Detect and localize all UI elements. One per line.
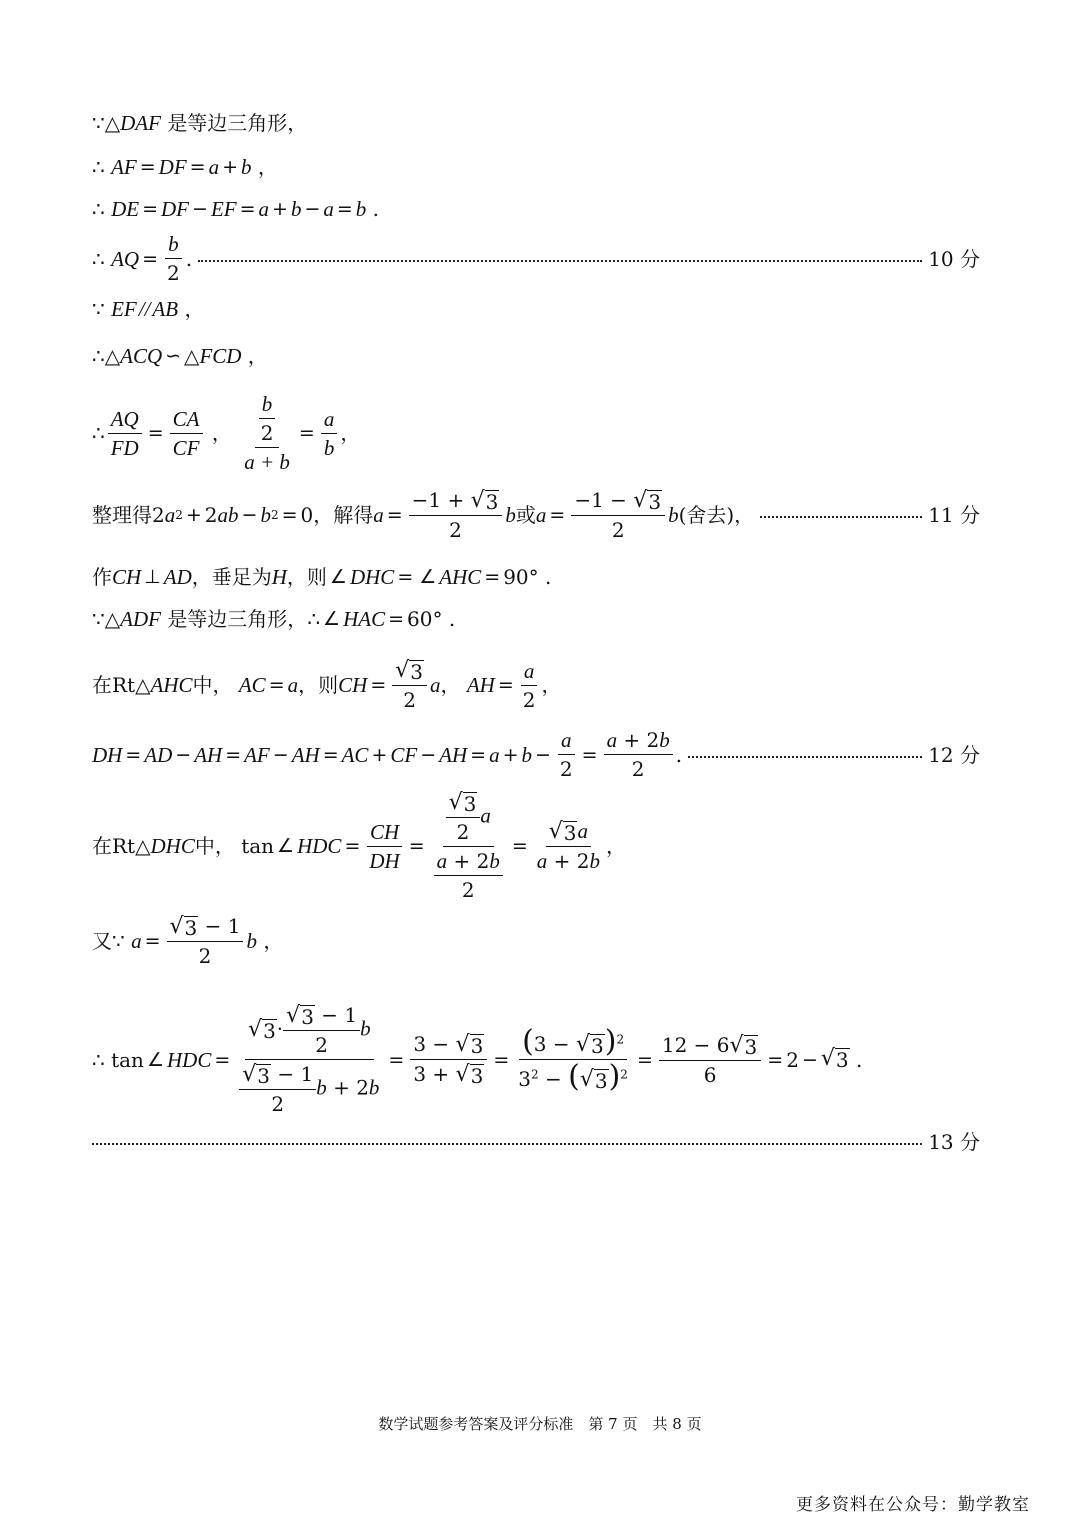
since-symbol: ∵ [92, 111, 105, 135]
watermark: 更多资料在公众号：勤学教室 [796, 1495, 1030, 1515]
triangle-symbol: △ [104, 111, 121, 135]
step-tan-result: ∴ tan ∠ HDC = √ 3 · √ 3 − 1 2 b √ 3 − 1 2 b + 2b = 3 − √ 3 3 + √ 3 = (3 − √ 3 )$^2$ $3^2$ − ( √ 3 )$^2$ = 12 − 6 √ 3 6 = 2 − √ 3 . [92, 1003, 863, 1116]
score-11: 11 分 [928, 503, 980, 527]
step-rt-dhc: 在 Rt △ DHC 中， tan ∠ HDC = $\frac{CH}{DH}$ = √ 3 2 a $\frac{a + 2b}{2}$ = √ 3 a a + 2b ， [92, 790, 626, 902]
step-daf-equilateral: ∵ △ DAF 是等边三角形， [92, 111, 308, 135]
step-rt-ahc: 在 Rt △ AHC 中， AC = a ，则 CH = √ 3 2 a ， AH = $\frac{a}{2}$ ， [92, 658, 562, 712]
fraction-b-over-2: $\frac{b}{2}$ [167, 232, 180, 285]
step-angle-60: ∵ △ ADF 是等边三角形， ∴ ∠ HAC = 60° . [92, 607, 456, 631]
step-ef-parallel: ∵ EF // AB ， [92, 297, 205, 321]
step-perpendicular: 作 CH ⊥ AD ，垂足为 H ，则 ∠ DHC = ∠ AHC = 90° . [92, 565, 552, 589]
step-de: ∴ DE = DF − EF = a + b − a = b . [92, 197, 379, 221]
step-dh: DH = AD − AH = AF − AH = AC + CF − AH = a + b − $\frac{a}{2}$ = $\frac{a + 2b}{2}$ . 12 分 [92, 728, 980, 781]
score-line-13 [92, 1130, 980, 1154]
score-leader [198, 248, 922, 262]
page-footer: 数学试题参考答案及评分标准 第 7 页 共 8 页 [378, 1415, 702, 1433]
step-af-df: ∴ AF = DF = a + b ， [92, 155, 278, 179]
score-13: 13 分 [928, 1130, 980, 1154]
score-12: 12 分 [928, 742, 980, 767]
therefore-symbol: ∴ [92, 155, 105, 179]
step-similar: ∴ △ ACQ ∽ △ FCD ， [92, 344, 268, 368]
step-a-value: 又 ∵ a = √ 3 − 1 2 b ， [92, 914, 284, 968]
step-ratio: ∴ $\frac{AQ}{FD}$ = $\frac{CA}{CF}$ ， $\frac{\frac{b}{2}}{a + b}$ = $\frac{a}{b}$ ， [92, 392, 361, 474]
step-aq: ∴ AQ = $\frac{b}{2}$ . 10 分 [92, 232, 980, 285]
score-10: 10 分 [928, 246, 980, 271]
step-solve: 整理得 2 a 2 + 2 ab − b 2 = 0 ，解得 a = −1 + √ 3 2 b 或 a = −1 − √ 3 2 b (舍去)， 11 分 [92, 488, 980, 542]
